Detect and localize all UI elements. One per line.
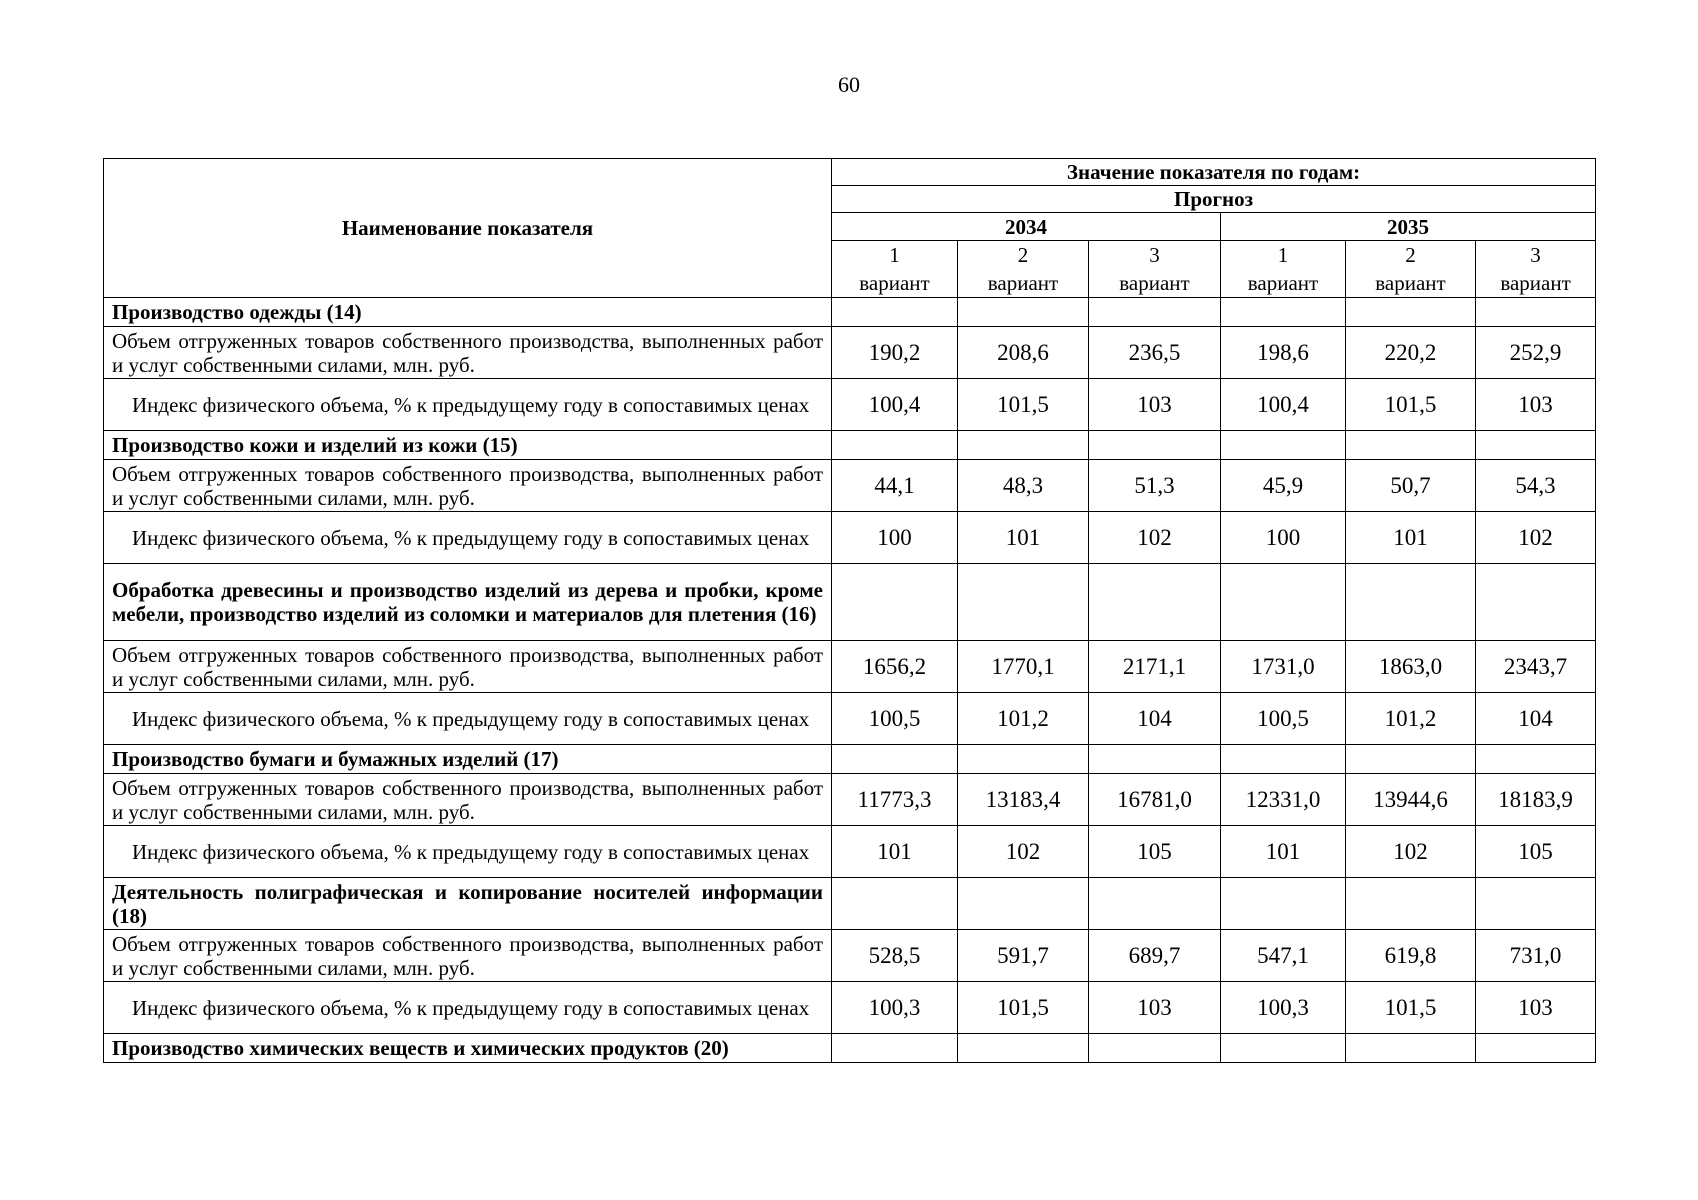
empty-cell [1346, 431, 1476, 460]
value-cell: 18183,9 [1476, 774, 1596, 826]
value-cell: 100,5 [832, 693, 958, 745]
empty-cell [1221, 878, 1346, 930]
value-cell: 100,4 [1221, 379, 1346, 431]
volume-label: Объем отгруженных товаров собственного производства, выполненных работ и услуг собственными силами, млн. руб. [104, 641, 832, 693]
section-title: Производство одежды (14) [104, 298, 832, 327]
value-cell: 101,2 [1346, 693, 1476, 745]
volume-label: Объем отгруженных товаров собственного производства, выполненных работ и услуг собственными силами, млн. руб. [104, 460, 832, 512]
table-row [104, 379, 1596, 431]
section-title: Производство химических веществ и химических продуктов (20) [104, 1034, 832, 1063]
value-cell: 54,3 [1476, 460, 1596, 512]
section-title: Производство бумаги и бумажных изделий (17) [104, 745, 832, 774]
volume-label: Объем отгруженных товаров собственного производства, выполненных работ и услуг собственными силами, млн. руб. [104, 327, 832, 379]
value-cell: 101,5 [1346, 982, 1476, 1034]
table-row [104, 774, 1596, 826]
section-row [104, 1034, 1596, 1063]
forecast-header: Прогноз [832, 186, 1596, 213]
year-header-2034: 2034 [832, 213, 1221, 241]
variant-header: 1 вариант [1221, 241, 1346, 298]
value-cell: 100 [1221, 512, 1346, 564]
empty-cell [832, 431, 958, 460]
empty-cell [1221, 564, 1346, 641]
empty-cell [1221, 431, 1346, 460]
empty-cell [1476, 1034, 1596, 1063]
value-cell: 51,3 [1089, 460, 1221, 512]
value-cell: 198,6 [1221, 327, 1346, 379]
empty-cell [1346, 564, 1476, 641]
empty-cell [1089, 878, 1221, 930]
empty-cell [832, 878, 958, 930]
empty-cell [958, 1034, 1089, 1063]
empty-cell [1089, 431, 1221, 460]
value-cell: 103 [1089, 982, 1221, 1034]
empty-cell [1476, 298, 1596, 327]
value-cell: 731,0 [1476, 930, 1596, 982]
section-row [104, 431, 1596, 460]
value-cell: 13183,4 [958, 774, 1089, 826]
empty-cell [832, 745, 958, 774]
volume-label: Объем отгруженных товаров собственного производства, выполненных работ и услуг собственными силами, млн. руб. [104, 930, 832, 982]
value-cell: 44,1 [832, 460, 958, 512]
section-title: Деятельность полиграфическая и копирование носителей информации (18) [104, 878, 832, 930]
value-cell: 104 [1476, 693, 1596, 745]
empty-cell [832, 564, 958, 641]
value-cell: 45,9 [1221, 460, 1346, 512]
values-by-year-header: Значение показателя по годам: [832, 159, 1596, 186]
value-cell: 528,5 [832, 930, 958, 982]
indicator-name-header: Наименование показателя [104, 159, 832, 298]
value-cell: 12331,0 [1221, 774, 1346, 826]
value-cell: 102 [958, 826, 1089, 878]
table-row [104, 460, 1596, 512]
value-cell: 2171,1 [1089, 641, 1221, 693]
value-cell: 1863,0 [1346, 641, 1476, 693]
empty-cell [958, 298, 1089, 327]
value-cell: 2343,7 [1476, 641, 1596, 693]
index-label: Индекс физического объема, % к предыдущему году в сопоставимых ценах [104, 693, 832, 745]
empty-cell [1476, 564, 1596, 641]
value-cell: 190,2 [832, 327, 958, 379]
table-row [104, 327, 1596, 379]
volume-label: Объем отгруженных товаров собственного производства, выполненных работ и услуг собственными силами, млн. руб. [104, 774, 832, 826]
variant-header: 2 вариант [958, 241, 1089, 298]
section-row [104, 878, 1596, 930]
value-cell: 103 [1476, 982, 1596, 1034]
value-cell: 1770,1 [958, 641, 1089, 693]
empty-cell [1089, 1034, 1221, 1063]
value-cell: 236,5 [1089, 327, 1221, 379]
value-cell: 103 [1089, 379, 1221, 431]
empty-cell [1346, 298, 1476, 327]
section-title: Обработка древесины и производство изделий из дерева и пробки, кроме мебели, производство изделий из соломки и материалов для плетения (16) [104, 564, 832, 641]
value-cell: 11773,3 [832, 774, 958, 826]
empty-cell [1089, 298, 1221, 327]
value-cell: 16781,0 [1089, 774, 1221, 826]
empty-cell [1476, 878, 1596, 930]
empty-cell [1089, 745, 1221, 774]
index-label: Индекс физического объема, % к предыдущему году в сопоставимых ценах [104, 826, 832, 878]
index-label: Индекс физического объема, % к предыдущему году в сопоставимых ценах [104, 982, 832, 1034]
index-label: Индекс физического объема, % к предыдущему году в сопоставимых ценах [104, 379, 832, 431]
value-cell: 102 [1089, 512, 1221, 564]
table-row [104, 693, 1596, 745]
empty-cell [1476, 745, 1596, 774]
empty-cell [958, 431, 1089, 460]
value-cell: 101,5 [958, 379, 1089, 431]
value-cell: 100,4 [832, 379, 958, 431]
empty-cell [1221, 1034, 1346, 1063]
value-cell: 101 [958, 512, 1089, 564]
index-label: Индекс физического объема, % к предыдущему году в сопоставимых ценах [104, 512, 832, 564]
value-cell: 619,8 [1346, 930, 1476, 982]
value-cell: 100,5 [1221, 693, 1346, 745]
value-cell: 252,9 [1476, 327, 1596, 379]
empty-cell [958, 564, 1089, 641]
value-cell: 101,2 [958, 693, 1089, 745]
value-cell: 105 [1089, 826, 1221, 878]
value-cell: 1731,0 [1221, 641, 1346, 693]
table-header [104, 159, 1596, 298]
empty-cell [958, 745, 1089, 774]
section-title: Производство кожи и изделий из кожи (15) [104, 431, 832, 460]
value-cell: 101,5 [1346, 379, 1476, 431]
table-row [104, 930, 1596, 982]
year-header-2035: 2035 [1221, 213, 1596, 241]
value-cell: 1656,2 [832, 641, 958, 693]
value-cell: 220,2 [1346, 327, 1476, 379]
empty-cell [1346, 745, 1476, 774]
value-cell: 100,3 [832, 982, 958, 1034]
section-row [104, 298, 1596, 327]
variant-header: 3 вариант [1089, 241, 1221, 298]
empty-cell [1346, 1034, 1476, 1063]
value-cell: 100,3 [1221, 982, 1346, 1034]
value-cell: 547,1 [1221, 930, 1346, 982]
table-row [104, 641, 1596, 693]
empty-cell [832, 1034, 958, 1063]
indicator-table [103, 158, 1596, 1063]
table-row [104, 512, 1596, 564]
empty-cell [1221, 745, 1346, 774]
value-cell: 689,7 [1089, 930, 1221, 982]
empty-cell [1346, 878, 1476, 930]
value-cell: 101 [832, 826, 958, 878]
value-cell: 103 [1476, 379, 1596, 431]
table-row [104, 826, 1596, 878]
empty-cell [1089, 564, 1221, 641]
page-number: 60 [838, 72, 860, 97]
value-cell: 101,5 [958, 982, 1089, 1034]
empty-cell [1476, 431, 1596, 460]
variant-header: 2 вариант [1346, 241, 1476, 298]
value-cell: 101 [1221, 826, 1346, 878]
variant-header: 3 вариант [1476, 241, 1596, 298]
value-cell: 13944,6 [1346, 774, 1476, 826]
section-row [104, 564, 1596, 641]
variant-header: 1 вариант [832, 241, 958, 298]
empty-cell [1221, 298, 1346, 327]
section-row [104, 745, 1596, 774]
value-cell: 104 [1089, 693, 1221, 745]
table-row [104, 982, 1596, 1034]
empty-cell [832, 298, 958, 327]
value-cell: 102 [1476, 512, 1596, 564]
value-cell: 102 [1346, 826, 1476, 878]
value-cell: 208,6 [958, 327, 1089, 379]
value-cell: 100 [832, 512, 958, 564]
value-cell: 50,7 [1346, 460, 1476, 512]
value-cell: 591,7 [958, 930, 1089, 982]
empty-cell [958, 878, 1089, 930]
value-cell: 48,3 [958, 460, 1089, 512]
value-cell: 101 [1346, 512, 1476, 564]
value-cell: 105 [1476, 826, 1596, 878]
